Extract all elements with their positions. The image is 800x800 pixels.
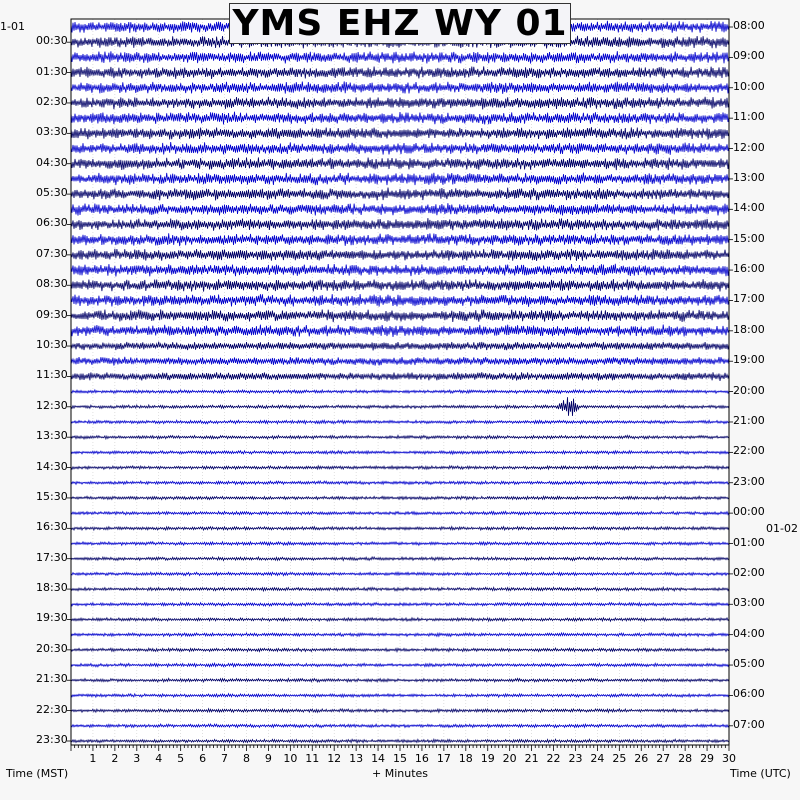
right-time-label: 08:00 <box>733 19 765 32</box>
right-time-label: 01:00 <box>733 535 765 549</box>
right-time-label: 02:00 <box>733 565 765 579</box>
right-time-label: 16:00 <box>733 262 765 276</box>
x-tick-label: 7 <box>221 752 229 765</box>
left-time-label: 04:30 <box>36 155 68 169</box>
right-time-label: 06:00 <box>733 687 765 701</box>
day-change-label: 01-02 <box>766 522 798 535</box>
left-time-label: 18:30 <box>36 581 68 595</box>
left-time-label: 21:30 <box>36 672 68 686</box>
left-time-label: 11:30 <box>36 368 68 382</box>
y-axis-right-title: Time (UTC) <box>730 767 791 780</box>
x-tick-label: 25 <box>612 752 627 765</box>
x-tick-label: 20 <box>502 752 517 765</box>
x-tick-label: 15 <box>393 752 407 765</box>
x-tick-label: 13 <box>349 752 364 765</box>
right-time-label: 17:00 <box>733 292 765 306</box>
right-time-label: 00:00 <box>733 505 765 519</box>
right-time-label: 05:00 <box>733 657 765 671</box>
right-time-label: 19:00 <box>733 353 765 367</box>
left-time-label: 19:30 <box>36 611 68 625</box>
left-time-label: 17:30 <box>36 550 68 564</box>
x-tick-label: 28 <box>678 752 693 765</box>
left-time-label: 02:30 <box>36 94 68 108</box>
left-time-label: 07:30 <box>36 246 68 260</box>
x-tick-label: 29 <box>700 752 715 765</box>
right-time-label: 21:00 <box>733 413 765 427</box>
x-tick-label: 3 <box>133 752 141 765</box>
x-tick-label: 12 <box>327 752 342 765</box>
right-time-label: 04:00 <box>733 626 765 640</box>
x-tick-label: 26 <box>634 752 649 765</box>
right-time-label: 13:00 <box>733 170 765 184</box>
x-tick-label: 18 <box>458 752 473 765</box>
x-tick-label: 16 <box>414 752 429 765</box>
right-time-label: 18:00 <box>733 322 765 336</box>
right-time-label: 20:00 <box>733 383 765 397</box>
x-tick-label: 6 <box>199 752 207 765</box>
x-tick-label: 17 <box>436 752 451 765</box>
left-time-label: 14:30 <box>36 459 68 473</box>
x-tick-label: 21 <box>524 752 539 765</box>
right-time-label: 09:00 <box>733 49 765 63</box>
x-tick-label: 2 <box>111 752 119 765</box>
right-time-label: 23:00 <box>733 474 765 488</box>
x-tick-label: 19 <box>480 752 495 765</box>
x-tick-label: 8 <box>242 752 250 765</box>
right-time-label: 22:00 <box>733 444 765 458</box>
x-tick-label: 9 <box>264 752 272 765</box>
left-time-label: 06:30 <box>36 216 68 230</box>
left-time-label: 00:30 <box>36 34 68 48</box>
right-time-label: 14:00 <box>733 201 765 215</box>
x-tick-label: 11 <box>305 752 320 765</box>
left-time-label: 10:30 <box>36 338 68 352</box>
left-time-label: 09:30 <box>36 307 68 321</box>
right-time-label: 03:00 <box>733 596 765 610</box>
left-time-label: 05:30 <box>36 186 68 200</box>
x-tick-label: 5 <box>177 752 185 765</box>
x-tick-label: 23 <box>568 752 583 765</box>
left-time-label: 08:30 <box>36 277 68 291</box>
left-time-label: 03:30 <box>36 125 68 139</box>
right-time-label: 10:00 <box>733 79 765 93</box>
x-axis-title: + Minutes <box>372 767 429 780</box>
x-tick-label: 4 <box>155 752 163 765</box>
x-tick-label: 24 <box>590 752 605 765</box>
left-time-label: 20:30 <box>36 641 68 655</box>
left-time-label: 15:30 <box>36 489 68 503</box>
left-time-label: 22:30 <box>36 702 68 716</box>
right-time-label: 07:00 <box>733 717 765 731</box>
x-tick-label: 14 <box>371 752 386 765</box>
x-tick-label: 22 <box>546 752 561 765</box>
chart-title-box <box>229 3 571 44</box>
right-time-label: 12:00 <box>733 140 765 154</box>
left-time-label: 16:30 <box>36 520 68 534</box>
left-time-label: 12:30 <box>36 398 68 412</box>
x-tick-label: 1 <box>89 752 97 765</box>
right-time-label: 15:00 <box>733 231 765 245</box>
left-time-label: 23:30 <box>36 733 68 746</box>
x-tick-label: 10 <box>283 752 298 765</box>
start-date-label: 1-01 <box>0 20 25 33</box>
y-axis-left-title: Time (MST) <box>6 767 69 780</box>
left-time-label: 13:30 <box>36 429 68 443</box>
x-tick-label: 30 <box>722 752 736 765</box>
chart-title: YMS EHZ WY 01 <box>232 3 568 44</box>
left-time-label: 01:30 <box>36 64 68 78</box>
x-tick-label: 27 <box>656 752 671 765</box>
right-time-label: 11:00 <box>733 110 765 124</box>
